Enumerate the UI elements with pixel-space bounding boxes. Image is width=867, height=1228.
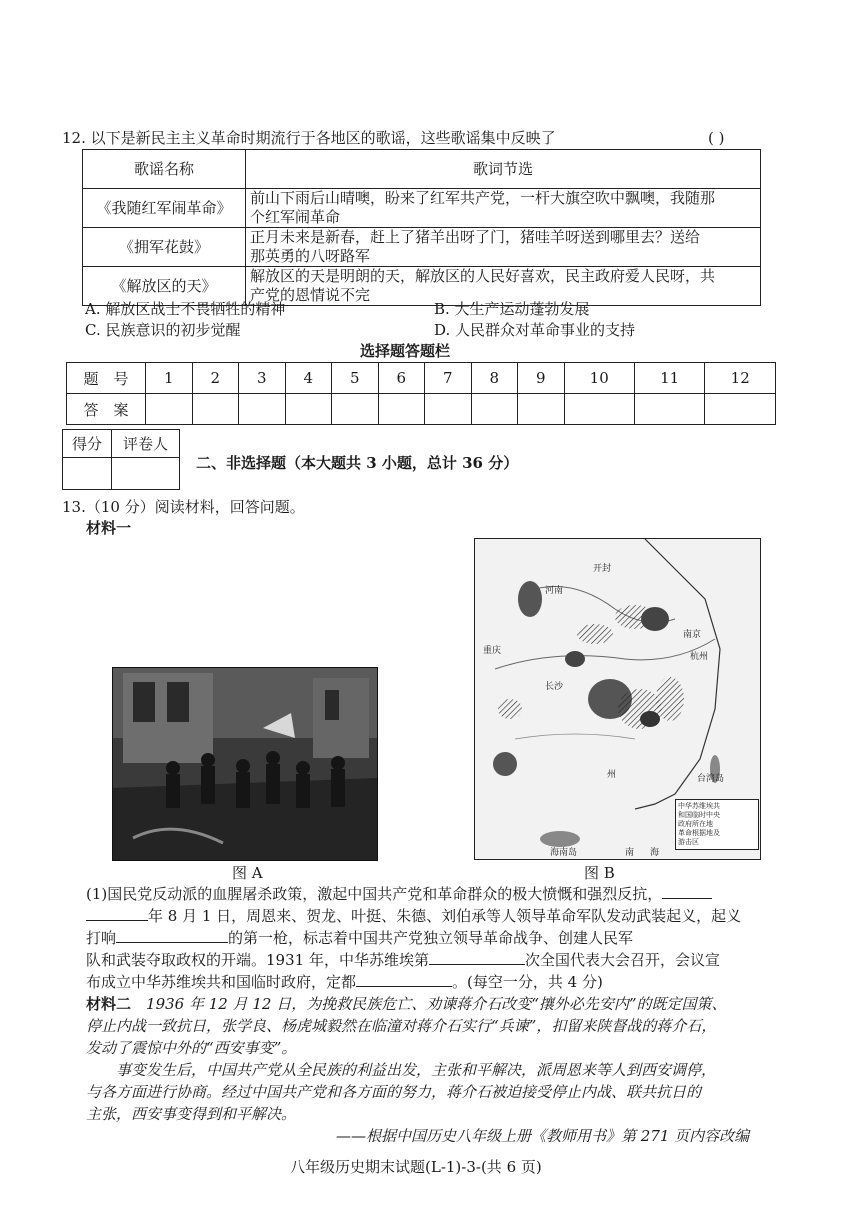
- song-table: [82, 149, 761, 306]
- answer-cell[interactable]: [425, 394, 472, 425]
- answer-cell[interactable]: [146, 394, 193, 425]
- question-number: 7: [425, 363, 472, 394]
- question-number: 11: [634, 363, 704, 394]
- material-2-line1: 材料二 1936 年 12 月 12 日，为挽救民族危亡、劝谏蒋介石改变“攘外必先安内”的既定国策、: [86, 995, 727, 1013]
- score-label: 得分: [63, 430, 112, 458]
- map-label-nan: 南: [625, 848, 635, 858]
- question-number: 1: [146, 363, 193, 394]
- option-c: C. 民族意识的初步觉醒: [85, 321, 241, 339]
- blank-session[interactable]: [429, 964, 525, 965]
- material-2-line2: 停止内战一致抗日，张学良、杨虎城毅然在临潼对蒋介石实行“兵谏”，扣留来陕督战的蒋介石，: [86, 1017, 717, 1035]
- question-number: 2: [192, 363, 239, 394]
- song-lyrics: 正月未来是新春，赶上了猪羊出呀了门，猪哇羊呀送到哪里去？送给 那英勇的八呀路军: [246, 228, 761, 267]
- map-label-hangzhou: 杭州: [690, 652, 709, 662]
- blank-year[interactable]: [86, 920, 148, 921]
- option-a: A. 解放区战士不畏牺牲的精神: [85, 300, 286, 318]
- figure-b-map: [474, 538, 761, 860]
- material-2-line4: 事变发生后，中国共产党从全民族的利益出发，主张和平解决，派周恩来等人到西安调停，: [116, 1061, 717, 1079]
- song-name: 《解放区的天》: [83, 267, 246, 306]
- answer-cell[interactable]: [564, 394, 634, 425]
- q12-answer-paren: ( ): [708, 129, 725, 147]
- q13-stem: 13.（10 分）阅读材料，回答问题。: [62, 498, 305, 516]
- question-number: 10: [564, 363, 634, 394]
- answer-cell[interactable]: [378, 394, 425, 425]
- map-label-hainan: 海南岛: [550, 848, 578, 858]
- answer-cell[interactable]: [705, 394, 776, 425]
- blank-capital[interactable]: [356, 986, 452, 987]
- table-row: [83, 189, 761, 228]
- score-box: [62, 429, 180, 490]
- answer-row: [67, 394, 776, 425]
- answer-cell[interactable]: [285, 394, 332, 425]
- score-cell[interactable]: [63, 458, 112, 490]
- material-2-line6: 主张，西安事变得到和平解决。: [86, 1105, 297, 1123]
- figure-a-caption: 图 A: [232, 864, 263, 882]
- blank-line[interactable]: [662, 898, 712, 899]
- song-name: 《我随红军闹革命》: [83, 189, 246, 228]
- question-number: 12: [705, 363, 776, 394]
- map-label-taiwan: 台湾岛: [697, 774, 725, 784]
- q12-stem: 12. 以下是新民主主义革命时期流行于各地区的歌谣，这些歌谣集中反映了: [62, 129, 556, 147]
- answer-cell[interactable]: [192, 394, 239, 425]
- row-label: 答 案: [67, 394, 146, 425]
- q13-part1-line5: 布成立中华苏维埃共和国临时政府，定都 。(每空一分，共 4 分): [86, 973, 603, 991]
- question-number: 8: [471, 363, 518, 394]
- material-1-label: 材料一: [86, 519, 132, 537]
- map-label-chongqing: 重庆: [483, 646, 502, 656]
- figure-b-caption: 图 B: [584, 864, 615, 882]
- song-lyrics: 解放区的天是明朗的天，解放区的人民好喜欢，民主政府爱人民呀，共 产党的恩情说不完: [246, 267, 761, 306]
- map-label-hai: 海: [650, 848, 660, 858]
- page-footer: 八年级历史期末试题(L-1)-3-(共 6 页): [290, 1158, 542, 1176]
- table-header-name: 歌谣名称: [83, 150, 246, 189]
- question-number: 9: [518, 363, 565, 394]
- table-header-lyrics: 歌词节选: [246, 150, 761, 189]
- answer-cell[interactable]: [471, 394, 518, 425]
- q13-part1-line3: 打响 的第一枪，标志着中国共产党独立领导革命战争、创建人民军: [86, 929, 634, 947]
- legend-base-line-2: 游击区: [678, 838, 699, 846]
- material-2-line5: 与各方面进行协商。经过中国共产党和各方面的努力，蒋介石被迫接受停止内战、联共抗日的: [86, 1083, 702, 1101]
- map-legend: [675, 799, 759, 850]
- grader-cell[interactable]: [112, 458, 180, 490]
- row-label: 题 号: [67, 363, 146, 394]
- map-label-zhou: 州: [607, 770, 617, 780]
- legend-base-line-1: 革命根据地及: [678, 829, 720, 837]
- legend-capital-line-2: 和国临时中央: [678, 811, 720, 819]
- song-lyrics: 前山下雨后山晴噢，盼来了红军共产党，一杆大旗空吹中飘噢，我随那 个红军闹革命: [246, 189, 761, 228]
- q13-part1-line4: 队和武装夺取政权的开端。1931 年，中华苏维埃第 次全国代表大会召开，会议宣: [86, 951, 720, 969]
- section-2-title: 二、非选择题（本大题共 3 小题，总计 36 分）: [196, 454, 519, 472]
- q13-part1-line1: (1)国民党反动派的血腥屠杀政策，激起中国共产党和革命群众的极大愤慨和强烈反抗，: [86, 884, 712, 904]
- question-number: 3: [239, 363, 286, 394]
- answer-cell[interactable]: [332, 394, 379, 425]
- material-2-line3: 发动了震惊中外的“西安事变”。: [86, 1039, 297, 1057]
- question-number: 6: [378, 363, 425, 394]
- grader-label: 评卷人: [112, 430, 180, 458]
- answer-cell[interactable]: [239, 394, 286, 425]
- map-label-kaifeng: 开封: [593, 564, 612, 574]
- answer-sheet-title: 选择题答题栏: [360, 342, 451, 360]
- song-name: 《拥军花鼓》: [83, 228, 246, 267]
- legend-capital-line-1: 中华苏维埃共: [678, 802, 720, 810]
- q13-part1-line2: 年 8 月 1 日，周恩来、贺龙、叶挺、朱德、刘伯承等人领导革命军队发动武装起义，起义: [86, 906, 741, 926]
- table-row: [83, 228, 761, 267]
- material-2-source: ——根据中国历史八年级上册《教师用书》第 271 页内容改编: [336, 1127, 750, 1145]
- option-d: D. 人民群众对革命事业的支持: [434, 321, 636, 339]
- map-label-henan: 河南: [545, 586, 564, 596]
- map-label-nanjing: 南京: [683, 630, 702, 640]
- map-label-changsha: 长沙: [545, 682, 564, 692]
- question-number-row: [67, 363, 776, 394]
- legend-capital-line-3: 政府所在地: [678, 820, 713, 828]
- answer-cell[interactable]: [518, 394, 565, 425]
- blank-uprising[interactable]: [116, 942, 228, 943]
- option-b: B. 大生产运动蓬勃发展: [434, 300, 590, 318]
- question-number: 5: [332, 363, 379, 394]
- figure-a-image: [112, 667, 378, 861]
- answer-cell[interactable]: [634, 394, 704, 425]
- question-number: 4: [285, 363, 332, 394]
- answer-sheet-table: [66, 362, 776, 425]
